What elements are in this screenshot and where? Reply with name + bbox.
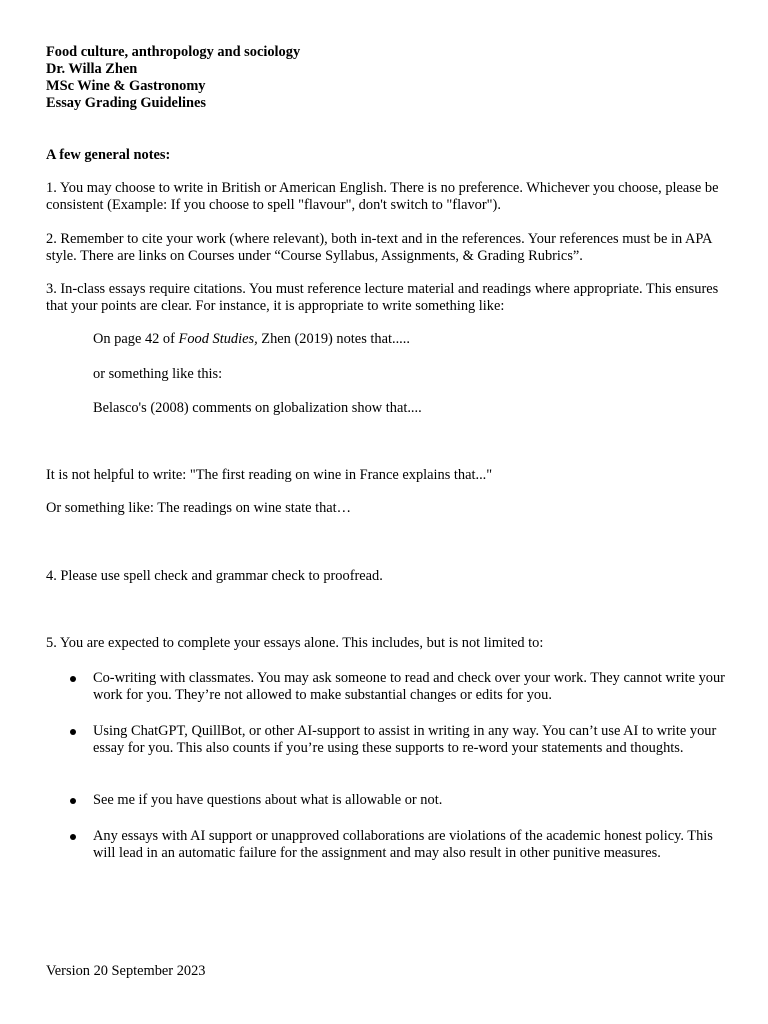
example-citation-2: Belasco's (2008) comments on globalization show that....	[93, 400, 422, 416]
general-notes-heading: A few general notes:	[46, 147, 171, 163]
bullet-icon	[70, 729, 76, 735]
example-connector: or something like this:	[93, 366, 223, 382]
version-footer: Version 20 September 2023	[46, 963, 206, 979]
note-1: 1. You may choose to write in British or American English. There is no preference. Whichever you choose, please be consistent (Example: If you choose to spell "flavour", don't switch to "flavor").	[46, 180, 719, 213]
not-helpful-example-1: It is not helpful to write: "The first reading on wine in France explains that..."	[46, 467, 493, 483]
bullet-item-4: Any essays with AI support or unapproved collaborations are violations of the academic honest policy. This will lead in an automatic failure for the assignment and may also result in other punitive measures.	[93, 828, 713, 861]
not-helpful-example-2: Or something like: The readings on wine state that…	[46, 500, 352, 516]
example-1-book-title: Food Studies,	[178, 331, 258, 347]
bullet-item-2: Using ChatGPT, QuillBot, or other AI-support to assist in writing in any way. You can’t use AI to write your essay for you. This also counts if you’re using these supports to re-word your statements and thoughts.	[93, 723, 717, 756]
bullet-icon	[70, 834, 76, 840]
note-5: 5. You are expected to complete your essays alone. This includes, but is not limited to:	[46, 635, 544, 651]
program-name: MSc Wine & Gastronomy	[46, 78, 206, 94]
bullet-icon	[70, 798, 76, 804]
example-citation-1	[93, 331, 410, 348]
note-4: 4. Please use spell check and grammar check to proofread.	[46, 568, 383, 584]
document-title: Essay Grading Guidelines	[46, 95, 206, 111]
note-3: 3. In-class essays require citations. You must reference lecture material and readings where appropriate. This ensures that your points are clear. For instance, it is appropriate to write something like:	[46, 281, 719, 314]
note-2: 2. Remember to cite your work (where relevant), both in-text and in the references. Your references must be in APA style. There are links on Courses under “Course Syllabus, Assignments, & Grading Rubrics”.	[46, 231, 712, 264]
course-title: Food culture, anthropology and sociology	[46, 44, 301, 60]
bullet-item-1: Co-writing with classmates. You may ask someone to read and check over your work. They cannot write your work for you. They’re not allowed to make substantial changes or edits for you.	[93, 670, 725, 703]
example-1-after: Zhen (2019) notes that.....	[257, 331, 410, 347]
example-1-before: On page 42 of	[93, 331, 179, 347]
bullet-icon	[70, 676, 76, 682]
instructor-name: Dr. Willa Zhen	[46, 61, 138, 77]
bullet-item-3: See me if you have questions about what is allowable or not.	[93, 792, 443, 808]
